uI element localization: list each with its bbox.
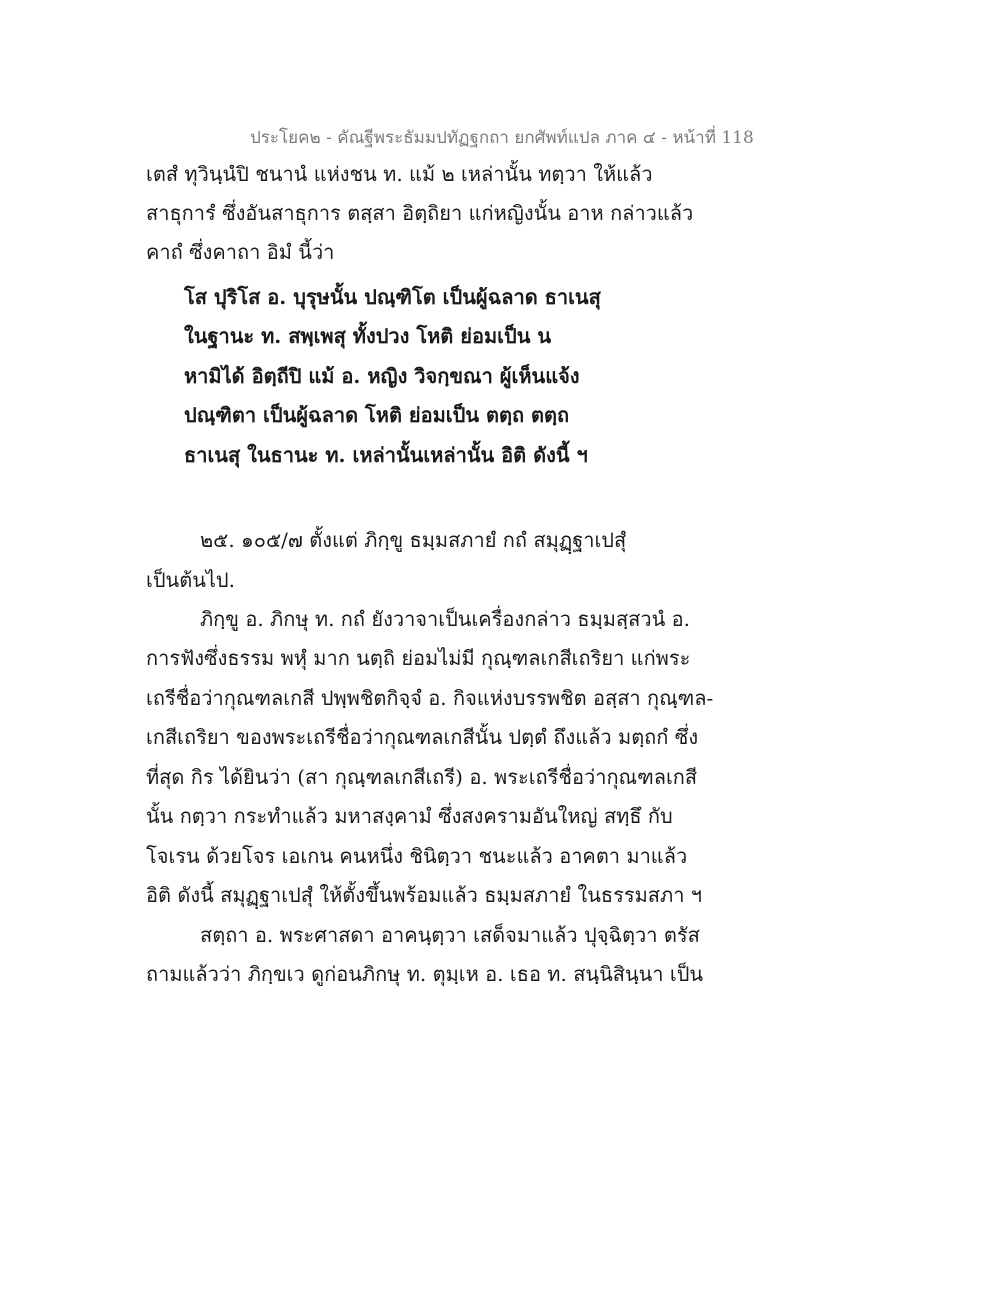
paragraph-line: สตฺถา อ. พระศาสดา อาคนฺตฺวา เสด็จมาแล้ว ปุจฺฉิตฺวา ตรัส [200,923,700,947]
paragraph-line: เกสีเถริยา ของพระเถรีชื่อว่ากุณฑลเกสีนั้น ปตฺตํ ถึงแล้ว มตฺถกํ ซึ่ง [146,725,699,749]
paragraph-line: นั้น กตฺวา กระทำแล้ว มหาสงฺคามํ ซึ่งสงครามอันใหญ่ สทฺธึ กับ [146,804,673,828]
verse-line: ปณฺฑิตา เป็นผู้ฉลาด โหติ ย่อมเป็น ตตฺถ ตตฺถ [184,403,570,427]
intro-line: เตสํ ทุวินฺนํปิ ชนานํ แห่งชน ท. แม้ ๒ เหล่านั้น ทตฺวา ให้แล้ว [146,162,653,186]
paragraph-line: ถามแล้วว่า ภิกฺขเว ดูก่อนภิกษุ ท. ตุมฺเห อ. เธอ ท. สนฺนิสินฺนา เป็น [146,962,704,986]
section-heading-continued: เป็นต้นไป. [146,568,235,592]
paragraph-line: ที่สุด กิร ได้ยินว่า (สา กุณฺฑลเกสีเถรี) อ. พระเถรีชื่อว่ากุณฑลเกสี [146,765,698,789]
page-header: ประโยค๒ - คัณฐีพระธัมมปทัฏฐกถา ยกศัพท์แปล ภาค ๔ - หน้าที่ 118 [250,128,754,148]
paragraph-line: เถรีชื่อว่ากุณฑลเกสี ปพฺพชิตกิจฺจํ อ. กิจแห่งบรรพชิต อสฺสา กุณฺฑล- [146,686,714,710]
verse-line: โส ปุริโส อ. บุรุษนั้น ปณฺฑิโต เป็นผู้ฉลาด ธาเนสุ [184,285,601,309]
paragraph-line: อิติ ดังนี้ สมุฏฺฐาเปสุํ ให้ตั้งขึ้นพร้อมแล้ว ธมฺมสภายํ ในธรรมสภา ฯ [146,883,703,907]
paragraph-line: การฟังซึ่งธรรม พหุํ มาก นตฺถิ ย่อมไม่มี กุณฺฑลเกสีเถริยา แก่พระ [146,646,691,670]
intro-line: สาธุการํ ซึ่งอันสาธุการ ตสฺสา อิตฺถิยา แก่หญิงนั้น อาห กล่าวแล้ว [146,201,694,225]
paragraph-line: โจเรน ด้วยโจร เอเกน คนหนึ่ง ชินิตฺวา ชนะแล้ว อาคตา มาแล้ว [146,844,688,868]
paragraph-line: ภิกฺขู อ. ภิกษุ ท. กถํ ยังวาจาเป็นเครื่องกล่าว ธมฺมสฺสวนํ อ. [200,607,690,631]
intro-line: คาถํ ซึ่งคาถา อิมํ นี้ว่า [146,240,335,264]
verse-line: หามิได้ อิตฺถีปิ แม้ อ. หญิง วิจกฺขณา ผู้เห็นแจ้ง [184,364,580,388]
section-heading: ๒๕. ๑๐๕/๗ ตั้งแต่ ภิกฺขู ธมฺมสภายํ กถํ สมุฏฺฐาเปสุํ [200,528,627,552]
verse-line: ธาเนสุ ในธานะ ท. เหล่านั้นเหล่านั้น อิติ ดังนี้ ฯ [184,443,588,467]
verse-line: ในฐานะ ท. สพฺเพสุ ทั้งปวง โหติ ย่อมเป็น น [184,324,552,348]
